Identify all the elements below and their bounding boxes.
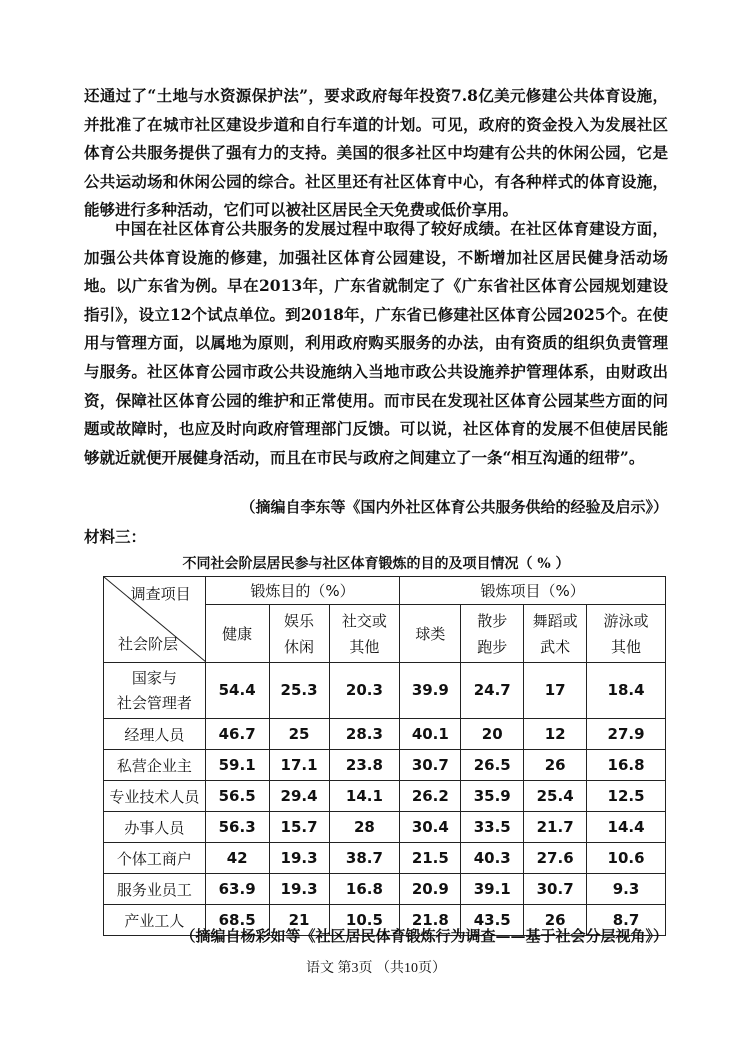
col-header-social: 社交或 其他 xyxy=(329,605,400,663)
cell: 8.7 xyxy=(587,905,666,936)
cell: 25.4 xyxy=(524,781,587,812)
cell: 40.3 xyxy=(461,843,524,874)
cell: 30.7 xyxy=(524,874,587,905)
cell: 16.8 xyxy=(329,874,400,905)
cell: 15.7 xyxy=(269,812,329,843)
cell: 14.4 xyxy=(587,812,666,843)
cell: 28 xyxy=(329,812,400,843)
cell: 56.5 xyxy=(205,781,269,812)
paragraph-1: 还通过了“土地与水资源保护法”，要求政府每年投资7.8亿美元修建公共体育设施，并批准了在城市社区建设步道和自行车道的计划。可见，政府的资金投入为发展社区体育公共服务提供了强有力的支持。美国的很多社区中均建有公共的休闲公园，它是公共运动场和休闲公园的综合。社区里还有社区体育中心，有各种样式的体育设施，能够进行多种活动，它们可以被社区居民全天免费或低价享用。 xyxy=(84,86,668,220)
col-header-leisure: 娱乐 休闲 xyxy=(269,605,329,663)
cell: 38.7 xyxy=(329,843,400,874)
cell: 20 xyxy=(461,719,524,750)
row-label: 个体工商户 xyxy=(104,843,206,874)
cell: 39.9 xyxy=(400,663,461,719)
cell: 25.3 xyxy=(269,663,329,719)
material-label: 材料三： xyxy=(84,527,147,546)
cell: 54.4 xyxy=(205,663,269,719)
cell: 10.6 xyxy=(587,843,666,874)
row-label: 私营企业主 xyxy=(104,750,206,781)
table-row xyxy=(104,750,666,781)
cell: 40.1 xyxy=(400,719,461,750)
survey-table xyxy=(103,576,666,936)
table-row xyxy=(104,719,666,750)
cell: 26.2 xyxy=(400,781,461,812)
cell: 23.8 xyxy=(329,750,400,781)
cell: 30.7 xyxy=(400,750,461,781)
cell: 19.3 xyxy=(269,874,329,905)
page-footer: 语文 第3页 （共10页） xyxy=(306,961,446,976)
cell: 16.8 xyxy=(587,750,666,781)
col-header-ball: 球类 xyxy=(400,605,461,663)
cell: 35.9 xyxy=(461,781,524,812)
cell: 28.3 xyxy=(329,719,400,750)
cell: 20.9 xyxy=(400,874,461,905)
cell: 26 xyxy=(524,905,587,936)
cell: 12.5 xyxy=(587,781,666,812)
cell: 33.5 xyxy=(461,812,524,843)
cell: 21 xyxy=(269,905,329,936)
col-header-walk: 散步 跑步 xyxy=(461,605,524,663)
table-row xyxy=(104,843,666,874)
cell: 29.4 xyxy=(269,781,329,812)
row-label: 国家与 社会管理者 xyxy=(104,663,206,719)
cell: 21.8 xyxy=(400,905,461,936)
row-label: 服务业员工 xyxy=(104,874,206,905)
group-header-purpose: 锻炼目的（%） xyxy=(205,577,400,605)
cell: 27.9 xyxy=(587,719,666,750)
row-label: 专业技术人员 xyxy=(104,781,206,812)
row-label: 办事人员 xyxy=(104,812,206,843)
table-corner-header xyxy=(104,577,206,663)
table-row xyxy=(104,874,666,905)
table-row xyxy=(104,781,666,812)
cell: 56.3 xyxy=(205,812,269,843)
col-header-swim: 游泳或 其他 xyxy=(587,605,666,663)
cell: 17.1 xyxy=(269,750,329,781)
cell: 19.3 xyxy=(269,843,329,874)
cell: 63.9 xyxy=(205,874,269,905)
cell: 12 xyxy=(524,719,587,750)
table-title: 不同社会阶层居民参与社区体育锻炼的目的及项目情况（ % ） xyxy=(182,556,570,572)
cell: 20.3 xyxy=(329,663,400,719)
row-label: 经理人员 xyxy=(104,719,206,750)
cell: 24.7 xyxy=(461,663,524,719)
col-header-dance: 舞蹈或 武术 xyxy=(524,605,587,663)
paragraph-2: 中国在社区体育公共服务的发展过程中取得了较好成绩。在社区体育建设方面，加强公共体育设施的修建，加强社区体育公园建设，不断增加社区居民健身活动场地。以广东省为例。早在2013年，广东省就制定了《广东省社区体育公园规划建设指引》，设立12个试点单位。到2018年，广东省已修建社区体育公园2025个。在使用与管理方面，以属地为原则，利用政府购买服务的办法，由有资质的组织负责管理与服务。社区体育公园市政公共设施纳入当地市政公共设施养护管理体系，由财政出资，保障社区体育公园的维护和正常使用。而市民在发现社区体育公园某些方面的问题或故障时，也应及时向政府管理部门反馈。可以说，社区体育的发展不但使居民能够就近就便开展健身活动，而且在市民与政府之间建立了一条“相互沟通的纽带”。 xyxy=(84,219,668,467)
group-header-activity: 锻炼项目（%） xyxy=(400,577,666,605)
cell: 30.4 xyxy=(400,812,461,843)
table-row xyxy=(104,663,666,719)
cell: 25 xyxy=(269,719,329,750)
corner-top-label: 调查项目 xyxy=(130,585,191,603)
cell: 68.5 xyxy=(205,905,269,936)
cell: 9.3 xyxy=(587,874,666,905)
cell: 27.6 xyxy=(524,843,587,874)
cell: 10.5 xyxy=(329,905,400,936)
cell: 26.5 xyxy=(461,750,524,781)
cell: 21.7 xyxy=(524,812,587,843)
cell: 26 xyxy=(524,750,587,781)
cell: 21.5 xyxy=(400,843,461,874)
table-row xyxy=(104,812,666,843)
corner-bottom-label: 社会阶层 xyxy=(118,635,179,653)
cell: 18.4 xyxy=(587,663,666,719)
cell: 17 xyxy=(524,663,587,719)
source-citation-1: （摘编自李东等《国内外社区体育公共服务供给的经验及启示》） xyxy=(240,498,668,516)
row-label: 产业工人 xyxy=(104,905,206,936)
cell: 46.7 xyxy=(205,719,269,750)
col-header-health: 健康 xyxy=(205,605,269,663)
source-citation-2: （摘编自杨彩如等《社区居民体育锻炼行为调查——基于社会分层视角》） xyxy=(180,927,668,945)
cell: 43.5 xyxy=(461,905,524,936)
cell: 14.1 xyxy=(329,781,400,812)
cell: 39.1 xyxy=(461,874,524,905)
cell: 42 xyxy=(205,843,269,874)
cell: 59.1 xyxy=(205,750,269,781)
